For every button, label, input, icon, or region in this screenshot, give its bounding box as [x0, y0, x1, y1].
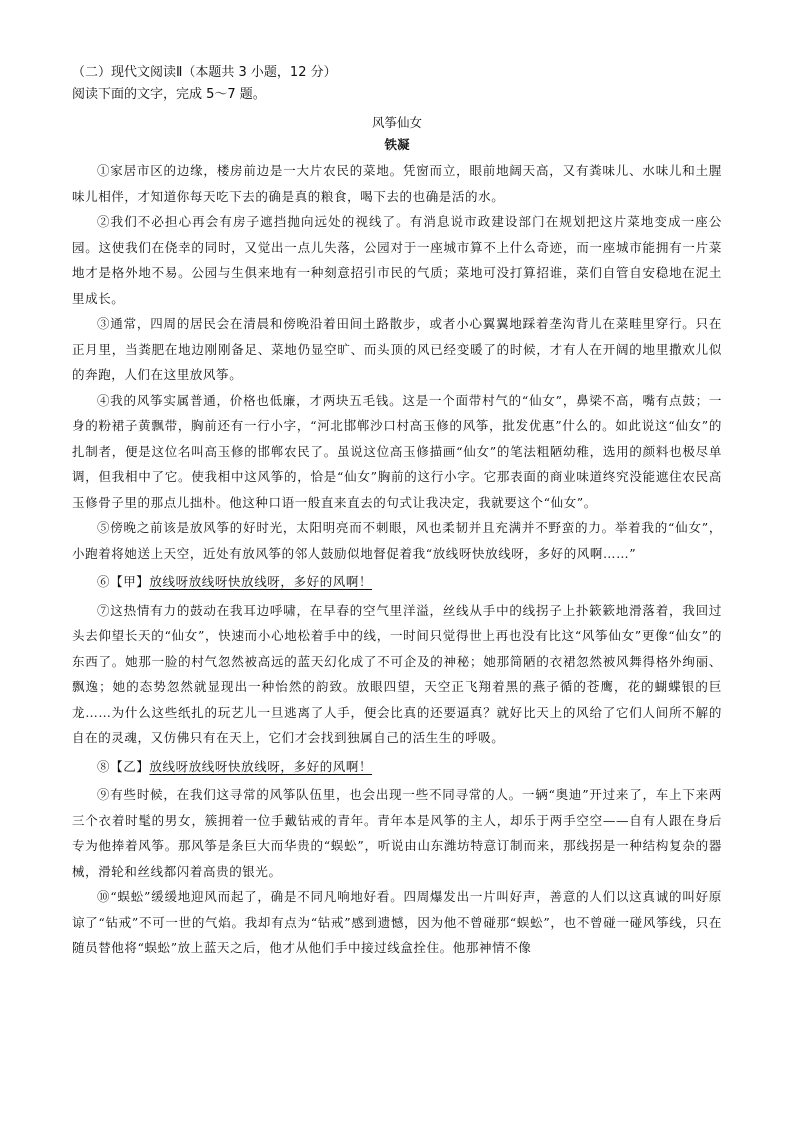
- article-title: 风筝仙女: [371, 115, 422, 130]
- marker-yi: ⑧【乙】: [97, 758, 150, 774]
- section-heading: （二）现代文阅读Ⅱ（本题共 3 小题，12 分）: [72, 65, 337, 80]
- paragraph-7: ⑦这热情有力的鼓动在我耳边呼啸，在早春的空气里洋溢，丝线从手中的线拐子上扑簌簌地滑落着，我回过头去仰望长天的“仙女”，快速而小心地松着手中的线，一时间只觉得世上再也没有比这“风筝仙女”更像“仙女”的东西了。她那一脸的村气忽然被高远的蓝天幻化成了不可企及的神秘；她那简陋的衣裙忽然被风舞得格外绚丽、飘逸；她的态势忽然就显现出一种怡然的韵致。放眼四望，天空正飞翔着黑的燕子循的苍鹰，花的蝴蝶银的巨龙……为什么这些纸扎的玩艺儿一旦逃离了人手，便会比真的还要逼真？就好比天上的风给了它们人间所不解的自在的灵魂，又仿佛只有在天上，它们才会找到独属自己的活生生的呼吸。: [72, 602, 722, 745]
- paragraph-3: ③通常，四周的居民会在清晨和傍晚沿着田间土路散步，或者小心翼翼地踩着垄沟背儿在菜畦里穿行。只在正月里，当粪肥在地边刚刚备足、菜地仍显空旷、而头顶的风已经变暖了的时候，才有人在开阔的地里撒欢儿似的奔跑，人们在这里放风筝。: [72, 316, 722, 382]
- paragraph-4: ④我的风筝实属普通，价格也低廉，才两块五毛钱。这是一个面带村气的“仙女”，鼻梁不高，嘴有点鼓；一身的粉裙子黄飘带，胸前还有一行小字，“河北邯郸沙口村高玉修的风筝，批发优惠”什么的。如此说这“仙女”的扎制者，便是这位名叫高玉修的邯郸农民了。虽说这位高玉修描画“仙女”的笔法粗陋幼稚，选用的颜料也极尽单调，但我相中了它。使我相中这风筝的，恰是“仙女”胸前的这行小字。它那表面的商业味道终究没能遮住农民高玉修骨子里的那点儿拙朴。他这种口语一般直来直去的句式让我决定，我就要这个“仙女”。: [72, 392, 722, 510]
- reading-instruction: 阅读下面的文字，完成 5～7 题。: [72, 87, 266, 102]
- paragraph-6: [72, 569, 722, 595]
- underlined-sentence-jia: 放线呀放线呀快放线呀，多好的风啊！: [149, 574, 373, 589]
- article-author: 铁凝: [384, 137, 410, 152]
- paragraph-1: ①家居市区的边缘，楼房前边是一大片农民的菜地。凭窗而立，眼前地阔天高，又有粪味儿、水味儿和土腥味儿相伴，才知道你每天吃下去的确是真的粮食，喝下去的也确是活的水。: [72, 163, 722, 204]
- paragraph-2: ②我们不必担心再会有房子遮挡抛向远处的视线了。有消息说市政建设部门在规划把这片菜地变成一座公园。这使我们在侥幸的同时，又觉出一点儿失落，公园对于一座城市算不上什么奇迹，而一座城市能拥有一片菜地才是格外地不易。公园与生俱来地有一种刻意招引市民的气质；菜地可没打算招谁，菜们自管自安稳地在泥土里成长。: [72, 214, 722, 306]
- underlined-sentence-yi: 放线呀放线呀快放线呀，多好的风啊！: [149, 758, 373, 774]
- marker-jia: ⑥【甲】: [97, 574, 150, 589]
- paragraph-5: ⑤傍晚之前该是放风筝的好时光，太阳明亮而不刺眼，风也柔韧并且充满并不野蛮的力。举着我的“仙女”，小跑着将她送上天空，近处有放风筝的邻人鼓励似地督促着我“放线呀快放线呀，多好的风啊……”: [72, 520, 722, 561]
- paragraph-8: [72, 754, 722, 780]
- paragraph-10: ⑩“蜈蚣”缓缓地迎风而起了，确是不同凡响地好看。四周爆发出一片叫好声，善意的人们以这真诚的叫好原谅了“钻戒”不可一世的气焰。我却有点为“钻戒”感到遗憾，因为他不曾碰那“蜈蚣”，也不曾碰一碰风筝线，只在随员替他将“蜈蚣”放上蓝天之后，他才从他们手中接过线盒拴住。他那神情不像: [72, 889, 722, 955]
- paragraph-9: ⑨有些时候，在我们这寻常的风筝队伍里，也会出现一些不同寻常的人。一辆“奥迪”开过来了，车上下来两三个衣着时髦的男女，簇拥着一位手戴钻戒的青年。青年本是风筝的主人，却乐于两手空空——自有人跟在身后专为他捧着风筝。那风筝是条巨大而华贵的“蜈蚣”，听说由山东潍坊特意订制而来，那线拐是一种结构复杂的器械，滑轮和丝线都闪着高贵的银光。: [72, 787, 722, 879]
